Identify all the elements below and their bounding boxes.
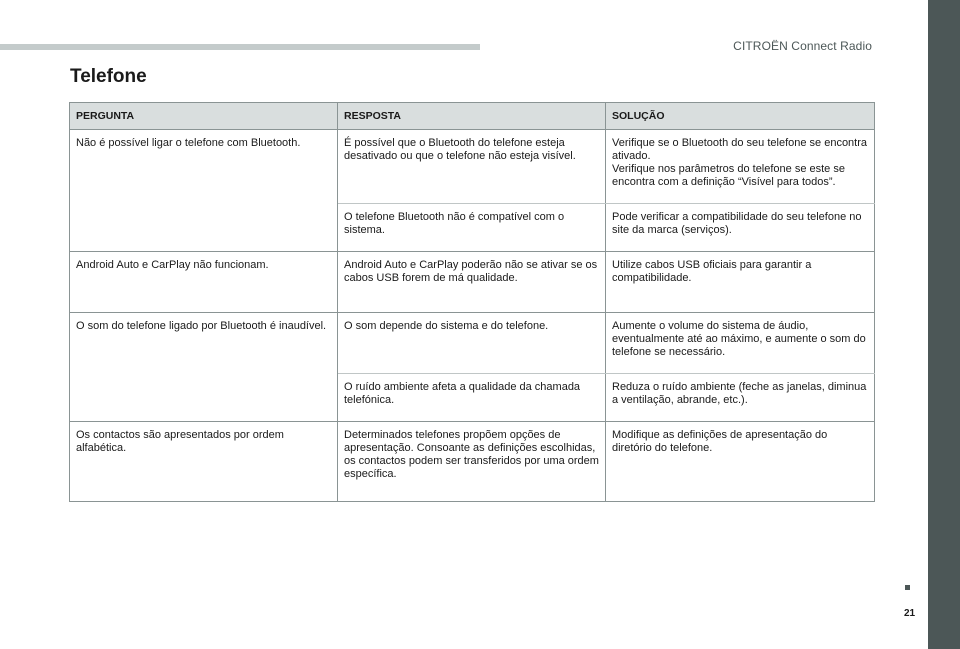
- table-row: [70, 313, 875, 374]
- question-cell: Android Auto e CarPlay não funcionam.: [70, 252, 338, 313]
- page-number: 21: [904, 608, 916, 619]
- solution-cell: Pode verificar a compatibilidade do seu telefone no site da marca (serviços).: [606, 204, 875, 252]
- answer-cell: Determinados telefones propõem opções de apresentação. Consoante as definições escolhidas, os contactos podem ser transferidos por uma ordem específica.: [338, 422, 606, 502]
- answer-cell: O telefone Bluetooth não é compatível com o sistema.: [338, 204, 606, 252]
- question-cell: Não é possível ligar o telefone com Bluetooth.: [70, 130, 338, 252]
- answer-cell: É possível que o Bluetooth do telefone esteja desativado ou que o telefone não esteja visível.: [338, 130, 606, 204]
- troubleshooting-table: [69, 102, 875, 502]
- solution-cell: Utilize cabos USB oficiais para garantir a compatibilidade.: [606, 252, 875, 313]
- solution-cell: Modifique as definições de apresentação do diretório do telefone.: [606, 422, 875, 502]
- table-row: [70, 252, 875, 313]
- column-header-question: PERGUNTA: [70, 103, 338, 130]
- brand-header: CITROËN Connect Radio: [733, 39, 872, 53]
- question-cell: Os contactos são apresentados por ordem alfabética.: [70, 422, 338, 502]
- section-title: Telefone: [70, 66, 147, 87]
- page-marker-dot: [905, 585, 910, 590]
- solution-cell: Verifique se o Bluetooth do seu telefone se encontra ativado. Verifique nos parâmetros do telefone se este se encontra com a definição “Visível para todos”.: [606, 130, 875, 204]
- page-edge-strip: [928, 0, 960, 649]
- solution-cell: Aumente o volume do sistema de áudio, eventualmente até ao máximo, e aumente o som do telefone se necessário.: [606, 313, 875, 374]
- question-cell: O som do telefone ligado por Bluetooth é inaudível.: [70, 313, 338, 422]
- column-header-solution: SOLUÇÃO: [606, 103, 875, 130]
- solution-cell: Reduza o ruído ambiente (feche as janelas, diminua a ventilação, abrande, etc.).: [606, 374, 875, 422]
- answer-cell: Android Auto e CarPlay poderão não se ativar se os cabos USB forem de má qualidade.: [338, 252, 606, 313]
- table-row: [70, 130, 875, 204]
- header-decoration-bar: [0, 44, 480, 50]
- answer-cell: O som depende do sistema e do telefone.: [338, 313, 606, 374]
- column-header-answer: RESPOSTA: [338, 103, 606, 130]
- table-row: [70, 422, 875, 502]
- table-header-row: [70, 103, 875, 130]
- answer-cell: O ruído ambiente afeta a qualidade da chamada telefónica.: [338, 374, 606, 422]
